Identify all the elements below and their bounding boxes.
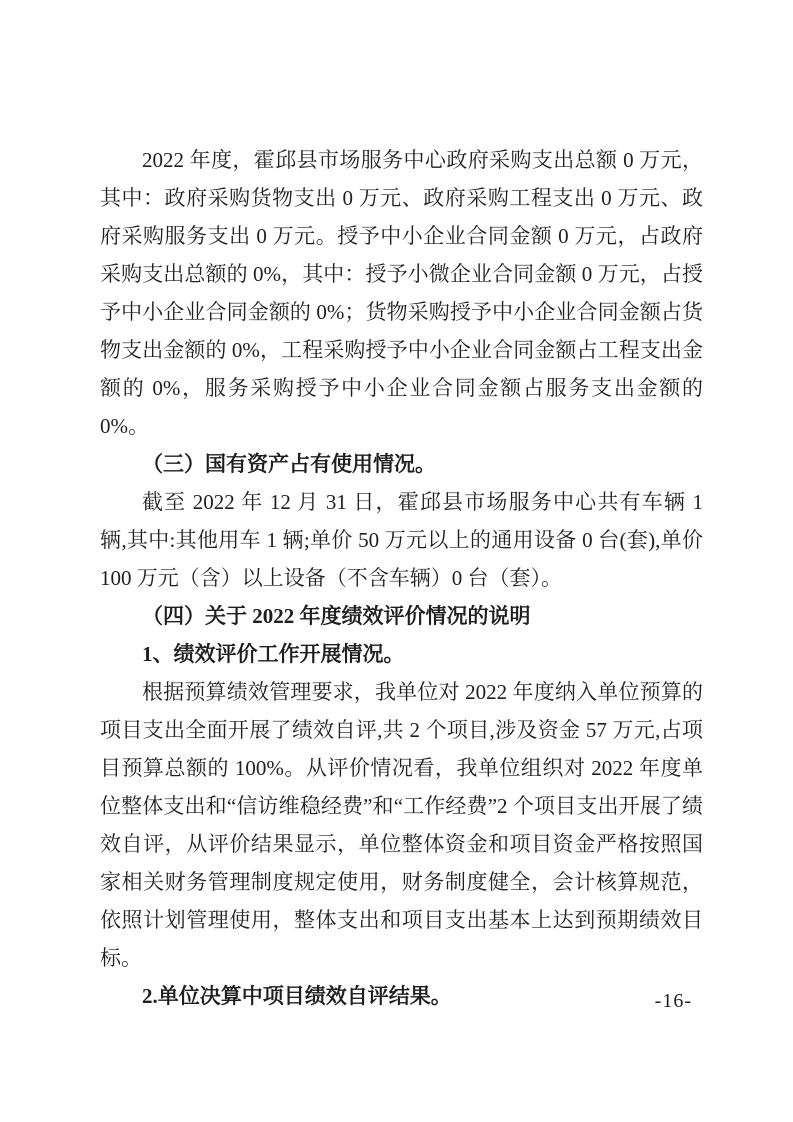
heading-sub-1-evaluation-work: 1、绩效评价工作开展情况。 <box>142 642 405 666</box>
paragraph-state-assets: 截至 2022 年 12 月 31 日，霍邱县市场服务中心共有车辆 1 辆,其中:其他用车 1 辆;单价 50 万元以上的通用设备 0 台(套),单价 100 万元（含）以上设备（不含车辆）0 台（套）。 <box>100 490 703 590</box>
paragraph-performance-evaluation: 根据预算绩效管理要求，我单位对 2022 年度纳入单位预算的项目支出全面开展了绩效自评,共 2 个项目,涉及资金 57 万元,占项目预算总额的 100%。从评价情况看，我单位组织对 2022 年度单位整体支出和“信访维稳经费”和“工作经费”2 个项目支出开展了绩效自评，从评价结果显示，单位整体资金和项目资金严格按照国家相关财务管理制度规定使用，财务制度健全，会计核算规范，依照计划管理使用，整体支出和项目支出基本上达到预期绩效目标。 <box>100 680 703 970</box>
heading-section-4-performance-evaluation: （四）关于 2022 年度绩效评价情况的说明 <box>142 604 531 628</box>
document-body <box>100 141 703 1015</box>
paragraph-government-procurement: 2022 年度，霍邱县市场服务中心政府采购支出总额 0 万元，其中：政府采购货物支出 0 万元、政府采购工程支出 0 万元、政府采购服务支出 0 万元。授予中小企业合同金额 0 万元，占政府采购支出总额的 0%，其中：授予小微企业合同金额 0 万元，占授予中小企业合同金额的 0%；货物采购授予中小企业合同金额占货物支出金额的 0%，工程采购授予中小企业合同金额占工程支出金额的 0%，服务采购授予中小企业合同金额占服务支出金额的 0%。 <box>100 148 703 438</box>
heading-section-3-state-assets: （三）国有资产占有使用情况。 <box>142 452 436 476</box>
page-number: -16- <box>654 990 692 1012</box>
heading-sub-2-self-evaluation-results: 2.单位决算中项目绩效自评结果。 <box>142 984 452 1008</box>
